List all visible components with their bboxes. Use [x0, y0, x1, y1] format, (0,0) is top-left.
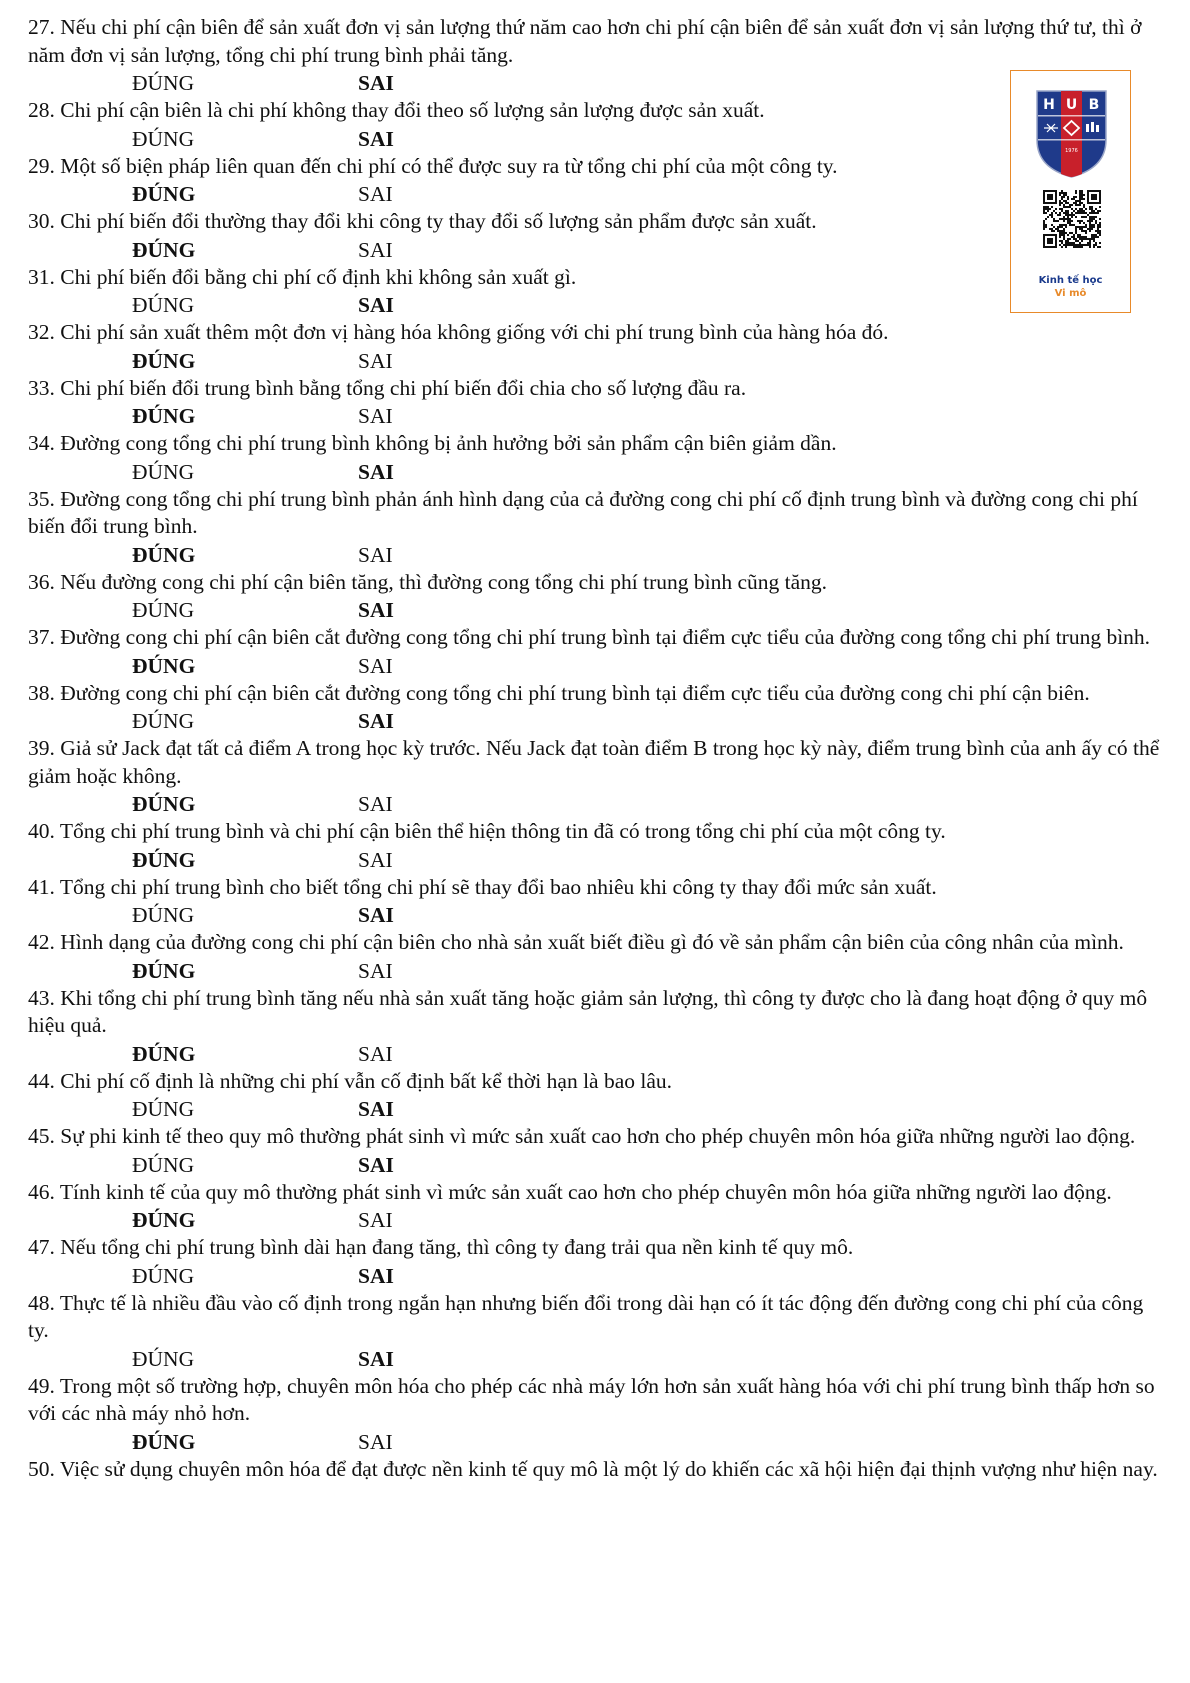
answer-sai: SAI [358, 293, 394, 317]
question-text: 34. Đường cong tổng chi phí trung bình không bị ảnh hưởng bởi sản phẩm cận biên giảm dần. [28, 431, 837, 455]
answer-dung: ĐÚNG [132, 1097, 195, 1121]
answer-sai: SAI [358, 709, 394, 733]
answer-dung: ĐÚNG [132, 542, 196, 567]
answer-options [28, 596, 1168, 624]
answer-sai: SAI [358, 182, 393, 206]
question-text: 29. Một số biện pháp liên quan đến chi phí có thể được suy ra từ tổng chi phí của một công ty. [28, 153, 838, 178]
answer-options [28, 347, 1168, 375]
answer-dung: ĐÚNG [132, 348, 196, 373]
answer-dung: ĐÚNG [132, 709, 195, 733]
answer-sai: SAI [358, 237, 393, 262]
question-item [28, 929, 1168, 985]
logo-card [1010, 70, 1131, 313]
question-text: 43. Khi tổng chi phí trung bình tăng nếu nhà sản xuất tăng hoặc giảm sản lượng, thì công ty được cho là đang hoạt động ở quy mô hiệu quả. [28, 985, 1148, 1037]
question-text: 35. Đường cong tổng chi phí trung bình phản ánh hình dạng của cả đường cong chi phí cố định trung bình và đường cong chi phí biến đổi trung bình. [28, 486, 1138, 538]
question-text: 32. Chi phí sản xuất thêm một đơn vị hàng hóa không giống với chi phí trung bình của hàng hóa đó. [28, 320, 889, 344]
answer-options [28, 957, 1168, 985]
answer-dung: ĐÚNG [132, 237, 196, 262]
logo-letter-h: H [1043, 97, 1055, 113]
answer-dung: ĐÚNG [132, 1263, 195, 1288]
answer-dung: ĐÚNG [132, 71, 195, 95]
answer-dung: ĐÚNG [132, 847, 196, 872]
question-text: 33. Chi phí biến đổi trung bình bằng tổng chi phí biến đổi chia cho số lượng đầu ra. [28, 375, 747, 400]
answer-sai: SAI [358, 792, 393, 816]
question-text: 40. Tổng chi phí trung bình và chi phí cận biên thể hiện thông tin đã có trong tổng chi phí của một công ty. [28, 819, 946, 843]
question-item [28, 97, 1168, 153]
answer-sai: SAI [358, 542, 393, 567]
question-item [28, 486, 1168, 569]
answer-dung: ĐÚNG [132, 182, 196, 206]
answer-sai: SAI [358, 459, 394, 484]
question-item [28, 569, 1168, 625]
logo-letter-b: B [1088, 97, 1100, 113]
answer-sai: SAI [358, 1429, 393, 1454]
answer-sai: SAI [358, 1208, 393, 1232]
question-item [28, 874, 1168, 930]
answer-sai: SAI [358, 348, 393, 373]
question-item [28, 1290, 1168, 1373]
answer-dung: ĐÚNG [132, 1429, 196, 1454]
question-item [28, 1456, 1168, 1484]
logo-letter-u: U [1065, 97, 1078, 113]
answer-options [28, 1095, 1168, 1123]
answer-options [28, 236, 1168, 264]
question-text: 39. Giả sử Jack đạt tất cả điểm A trong học kỳ trước. Nếu Jack đạt toàn điểm B trong học kỳ này, điểm trung bình của anh ấy có thể giảm hoặc không. [28, 736, 1160, 788]
answer-dung: ĐÚNG [132, 958, 196, 983]
question-item [28, 1373, 1168, 1456]
question-text: 37. Đường cong chi phí cận biên cắt đường cong tổng chi phí trung bình tại điểm cực tiểu của đường cong tổng chi phí trung bình. [28, 625, 1151, 649]
answer-sai: SAI [358, 1097, 394, 1121]
question-text: 45. Sự phi kinh tế theo quy mô thường phát sinh vì mức sản xuất cao hơn cho phép chuyên môn hóa giữa những người lao động. [28, 1124, 1136, 1148]
answer-sai: SAI [358, 1346, 394, 1371]
answer-options [28, 125, 1168, 153]
answer-options [28, 901, 1168, 929]
question-item [28, 14, 1168, 97]
answer-options [28, 1262, 1168, 1290]
question-item [28, 208, 1168, 264]
question-item [28, 680, 1168, 736]
answer-sai: SAI [358, 958, 393, 983]
question-item [28, 1179, 1168, 1235]
question-text: 31. Chi phí biến đổi bằng chi phí cố định khi không sản xuất gì. [28, 264, 577, 289]
answer-options [28, 69, 1168, 97]
answer-sai: SAI [358, 598, 394, 622]
question-text: 46. Tính kinh tế của quy mô thường phát sinh vì mức sản xuất cao hơn cho phép chuyên môn hóa giữa những người lao động. [28, 1179, 1112, 1204]
question-text: 50. Việc sử dụng chuyên môn hóa để đạt được nền kinh tế quy mô là một lý do khiến các xã hội hiện đại thịnh vượng như hiện nay. [28, 1456, 1158, 1481]
question-text: 44. Chi phí cố định là những chi phí vẫn cố định bất kể thời hạn là bao lâu. [28, 1068, 673, 1093]
question-item [28, 624, 1168, 680]
question-item [28, 153, 1168, 209]
answer-dung: ĐÚNG [132, 404, 196, 428]
answer-options [28, 1151, 1168, 1179]
logo-caption-line2: Vi mô [1054, 288, 1087, 299]
answer-options [28, 291, 1168, 319]
answer-options [28, 1040, 1168, 1068]
question-list [28, 14, 1168, 1483]
question-text: 38. Đường cong chi phí cận biên cắt đường cong tổng chi phí trung bình tại điểm cực tiểu của đường cong chi phí cận biên. [28, 680, 1090, 705]
question-item [28, 985, 1168, 1068]
hub-shield-logo-icon [1034, 88, 1109, 180]
answer-dung: ĐÚNG [132, 1208, 196, 1232]
answer-dung: ĐÚNG [132, 792, 196, 816]
question-text: 28. Chi phí cận biên là chi phí không thay đổi theo số lượng sản lượng được sản xuất. [28, 98, 765, 122]
answer-sai: SAI [358, 71, 394, 95]
answer-options [28, 790, 1168, 818]
answer-dung: ĐÚNG [132, 1041, 196, 1066]
question-item [28, 735, 1168, 818]
answer-options [28, 1206, 1168, 1234]
logo-caption-line1: Kinh tế học [1038, 275, 1103, 286]
answer-sai: SAI [358, 1263, 394, 1288]
question-text: 47. Nếu tổng chi phí trung bình dài hạn đang tăng, thì công ty đang trải qua nền kinh tế quy mô. [28, 1235, 854, 1259]
answer-dung: ĐÚNG [132, 126, 195, 151]
answer-sai: SAI [358, 653, 393, 678]
answer-options [28, 402, 1168, 430]
answer-sai: SAI [358, 903, 394, 927]
question-text: 49. Trong một số trường hợp, chuyên môn hóa cho phép các nhà máy lớn hơn sản xuất hàng hóa với chi phí trung bình thấp hơn so với các nhà máy nhỏ hơn. [28, 1373, 1155, 1425]
question-item [28, 430, 1168, 486]
question-text: 42. Hình dạng của đường cong chi phí cận biên cho nhà sản xuất biết điều gì đó về sản phẩm cận biên của công nhân của mình. [28, 930, 1124, 954]
answer-options [28, 707, 1168, 735]
answer-sai: SAI [358, 126, 394, 151]
logo-year: 1976 [1065, 148, 1078, 154]
qr-code-icon [1043, 190, 1101, 248]
answer-dung: ĐÚNG [132, 903, 195, 927]
question-text: 36. Nếu đường cong chi phí cận biên tăng, thì đường cong tổng chi phí trung bình cũng tăng. [28, 569, 828, 594]
answer-options [28, 180, 1168, 208]
question-item [28, 818, 1168, 874]
answer-dung: ĐÚNG [132, 1152, 195, 1177]
answer-sai: SAI [358, 1041, 393, 1066]
answer-dung: ĐÚNG [132, 598, 195, 622]
answer-dung: ĐÚNG [132, 653, 196, 678]
answer-dung: ĐÚNG [132, 1346, 195, 1371]
question-text: 41. Tổng chi phí trung bình cho biết tổng chi phí sẽ thay đổi bao nhiêu khi công ty thay đổi mức sản xuất. [28, 874, 937, 899]
question-item [28, 1068, 1168, 1124]
answer-sai: SAI [358, 404, 393, 428]
answer-options [28, 458, 1168, 486]
question-item [28, 1123, 1168, 1179]
question-item [28, 375, 1168, 431]
answer-sai: SAI [358, 1152, 394, 1177]
answer-dung: ĐÚNG [132, 459, 195, 484]
answer-options [28, 1428, 1168, 1456]
answer-dung: ĐÚNG [132, 293, 195, 317]
question-item [28, 264, 1168, 320]
answer-sai: SAI [358, 847, 393, 872]
question-text: 30. Chi phí biến đổi thường thay đổi khi công ty thay đổi số lượng sản phẩm được sản xuất. [28, 209, 817, 233]
answer-options [28, 541, 1168, 569]
question-item [28, 319, 1168, 375]
answer-options [28, 846, 1168, 874]
question-text: 48. Thực tế là nhiều đầu vào cố định trong ngắn hạn nhưng biến đổi trong dài hạn có ít tác động đến đường cong chi phí của công ty. [28, 1290, 1144, 1342]
question-text: 27. Nếu chi phí cận biên để sản xuất đơn vị sản lượng thứ năm cao hơn chi phí cận biên để sản xuất đơn vị sản lượng thứ tư, thì ở năm đơn vị sản lượng, tổng chi phí trung bình phải tăng. [28, 15, 1142, 67]
answer-options [28, 1345, 1168, 1373]
answer-options [28, 652, 1168, 680]
question-item [28, 1234, 1168, 1290]
